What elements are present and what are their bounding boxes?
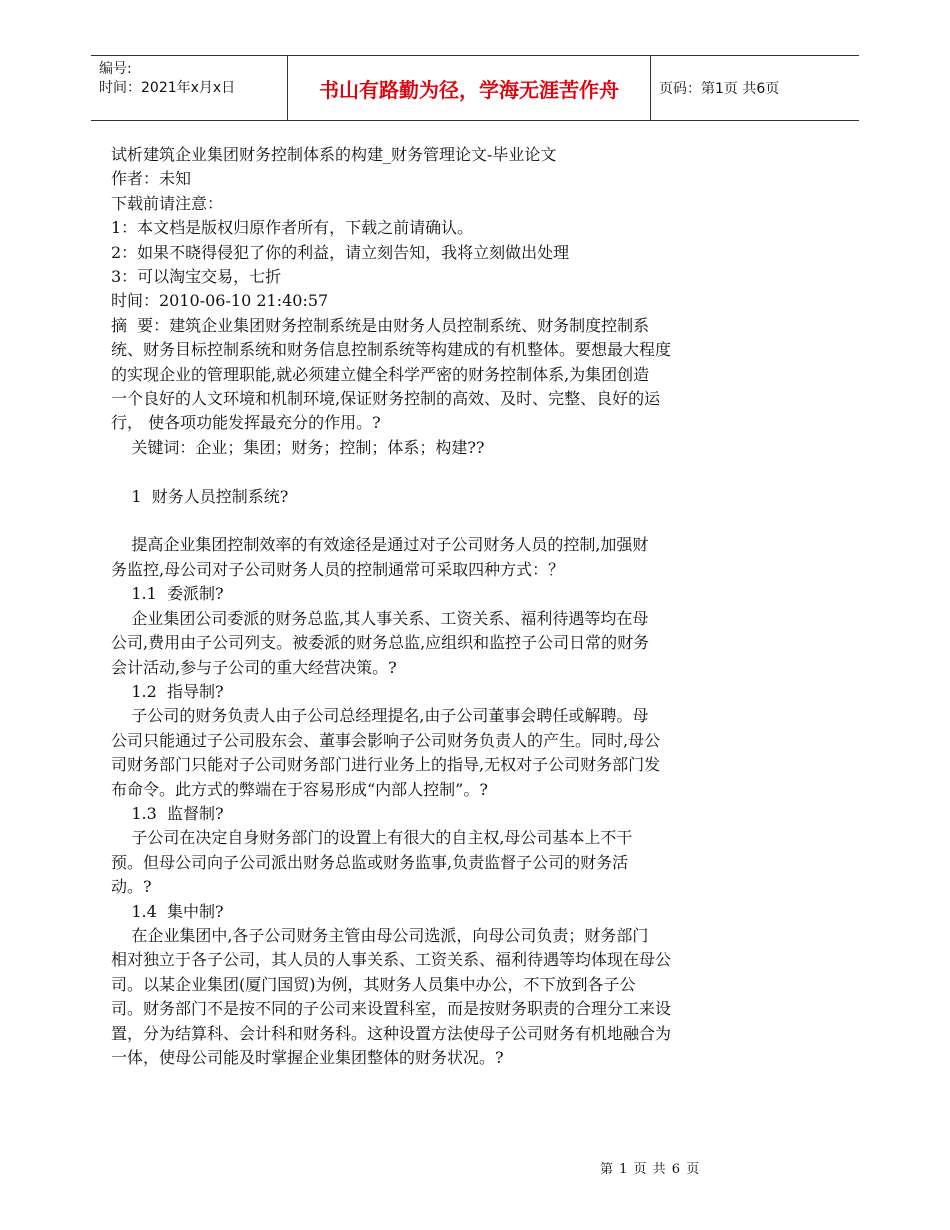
text-line: 企业集团公司委派的财务总监,其人事关系、工资关系、福利待遇等均在母 [111, 608, 649, 628]
page-footer: 第 1 页 共 6 页 [600, 1162, 701, 1177]
page-header [91, 55, 859, 121]
document-body [111, 143, 771, 1070]
blank-line [111, 509, 771, 533]
text-line: 1：本文档是版权归原作者所有，下载之前请确认。 [111, 218, 474, 238]
text-line: 司财务部门只能对子公司财务部门进行业务上的指导,无权对子公司财务部门发 [111, 755, 661, 775]
time-label: 时间：2021年x月x日 [99, 80, 236, 96]
text-line: 统、财务目标控制系统和财务信息控制系统等构建成的有机整体。要想最大程度 [111, 340, 672, 360]
header-meta [99, 60, 235, 98]
text-line: 1.1 委派制? [111, 584, 224, 604]
text-line: 1 财务人员控制系统? [111, 486, 289, 506]
text-line: 相对独立于各子公司，其人员的人事关系、工资关系、福利待遇等均体现在母公 [111, 950, 672, 970]
text-line: 会计活动,参与子公司的重大经营决策。? [111, 657, 397, 677]
text-line: 司。财务部门不是按不同的子公司来设置科室，而是按财务职责的合理分工来设 [111, 999, 672, 1019]
text-line: 公司只能通过子公司股东会、董事会影响子公司财务负责人的产生。同时,母公 [111, 730, 661, 750]
text-line: 子公司的财务负责人由子公司总经理提名,由子公司董事会聘任或解聘。母 [111, 706, 649, 726]
text-line: 1.3 监督制? [111, 803, 224, 823]
text-line: 时间：2010-06-10 21:40:57 [111, 291, 329, 311]
text-line: 试析建筑企业集团财务控制体系的构建_财务管理论文-毕业论文 [111, 145, 557, 164]
text-line: 的实现企业的管理职能,就必须建立健全科学严密的财务控制体系,为集团创造 [111, 364, 650, 384]
text-line: 子公司在决定自身财务部门的设置上有很大的自主权,母公司基本上不干 [111, 828, 633, 848]
text-line: 预。但母公司向子公司派出财务总监或财务监事,负责监督子公司的财务活 [111, 852, 629, 872]
text-line: 公司,费用由子公司列支。被委派的财务总监,应组织和监控子公司日常的财务 [111, 633, 650, 653]
text-line: 司。以某企业集团(厦门国贸)为例，其财务人员集中办公，不下放到各子公 [111, 974, 636, 994]
text-line: 关键词：企业；集团；财务；控制；体系；构建?? [111, 437, 485, 457]
text-line: 1.4 集中制? [111, 901, 224, 921]
text-line: 在企业集团中,各子公司财务主管由母公司选派，向母公司负责；财务部门 [111, 925, 649, 945]
text-line: 3：可以淘宝交易，七折 [111, 267, 282, 287]
header-motto: 书山有路勤为径，学海无涯苦作舟 [287, 56, 651, 120]
header-page-label: 页码：第1页 共6页 [659, 81, 780, 97]
text-line: 一体，使母公司能及时掌握企业集团整体的财务状况。? [111, 1048, 504, 1067]
text-line: 下载前请注意： [111, 193, 224, 213]
blank-line [111, 460, 771, 484]
text-line: 置，分为结算科、会计科和财务科。这种设置方法使母子公司财务有机地融合为 [111, 1023, 672, 1043]
text-line: 行， 使各项功能发挥最充分的作用。? [111, 413, 381, 433]
text-line: 提高企业集团控制效率的有效途径是通过对子公司财务人员的控制,加强财 [111, 535, 649, 555]
text-line: 动。? [111, 877, 152, 897]
text-line: 摘 要：建筑企业集团财务控制系统是由财务人员控制系统、财务制度控制系 [111, 315, 650, 335]
text-line: 布命令。此方式的弊端在于容易形成“内部人控制”。? [111, 779, 488, 799]
text-line: 一个良好的人文环境和机制环境,保证财务控制的高效、及时、完整、良好的运 [111, 389, 661, 409]
text-line: 作者：未知 [111, 169, 192, 189]
text-line: 1.2 指导制? [111, 681, 224, 701]
text-line: 2：如果不晓得侵犯了你的利益，请立刻告知，我将立刻做出处理 [111, 242, 570, 262]
number-label: 编号: [99, 61, 132, 77]
text-line: 务监控,母公司对子公司财务人员的控制通常可采取四种方式：？ [111, 559, 565, 579]
